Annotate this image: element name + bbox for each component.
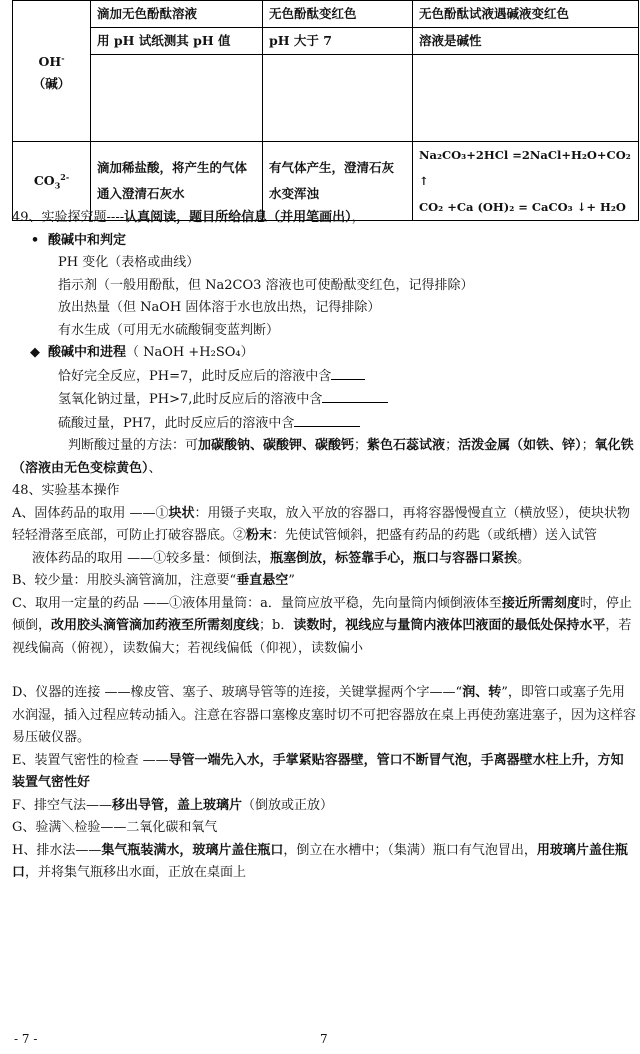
paragraph: PH 变化（表格或曲线）	[58, 255, 200, 270]
table-cell: 溶液是碱性	[413, 28, 639, 55]
paragraph: E、装置气密性的检查 ——导管一端先入水，手掌紧贴容器壁，管口不断冒气泡，手离器壁水柱上升，方知	[12, 752, 624, 768]
paragraph: 硫酸过量，PH7，此时反应后的溶液中含	[12, 412, 636, 436]
footer-page-number: 7	[320, 1032, 328, 1046]
heading-neutralization-judge: • 酸碱中和判定	[12, 230, 636, 253]
paragraph: B、较少量：用胶头滴管滴加，注意要“垂直悬空”	[12, 573, 295, 588]
paragraph: 口，并将集气瓶移出水面，正放在桌面上	[12, 865, 247, 880]
paragraph: D、仪器的连接 ——橡皮管、塞子、玻璃导管等的连接，关键掌握两个字——“润、转”，即管口或塞子先用	[12, 685, 625, 700]
diamond-bullet-icon: ◆	[30, 345, 40, 360]
table-row	[13, 28, 639, 55]
paragraph: 有水生成（可用无水硫酸铜变蓝判断）	[58, 322, 280, 338]
paragraph: 指示剂（一般用酚酞，但 Na2CO3 溶液也可使酚酞变红色，记得排除）	[58, 277, 474, 293]
paragraph: H、排水法——集气瓶装满水，玻璃片盖住瓶口，倒立在水槽中；（集满）瓶口有气泡冒出，用玻璃片盖住瓶	[12, 842, 628, 858]
oh-ion-cell: OH- （碱）	[13, 1, 91, 142]
paragraph-acid-excess: 判断酸过量的方法：可加碳酸钠、碳酸钾、碳酸钙；紫色石蕊试液；活泼金属（如铁、锌）；氧化铁（溶液由无色变棕黄色）、	[12, 438, 634, 476]
table-cell: 滴加无色酚酞溶液	[91, 1, 263, 28]
paragraph: A、固体药品的取用 ——①块状：用镊子夹取，放入平放的容器口，再将容器慢慢直立（横放竖），使块状物	[12, 505, 631, 521]
paragraph: 液体药品的取用 ——①较多量：倾倒法，瓶塞倒放，标签靠手心，瓶口与容器口紧挨。	[32, 550, 531, 566]
spacer	[12, 660, 636, 682]
answer-blank	[294, 412, 360, 427]
paragraph: G、验满＼检验——二氧化碳和氧气	[12, 820, 218, 835]
table-cell: 有气体产生，澄清石灰 水变浑浊	[263, 142, 413, 221]
paragraph: 轻轻滑落至底部，可防止打破容器底。②粉末：先使试管倾斜，把盛有药品的药匙（或纸槽）送入试管	[12, 528, 598, 543]
paragraph: 恰好完全反应，PH=7，此时反应后的溶液中含	[12, 365, 636, 389]
table-cell: 无色酚酞试液遇碱液变红色	[413, 1, 639, 28]
paragraph: F、排空气法——移出导管，盖上玻璃片（倒放或正放）	[12, 797, 334, 813]
paragraph: 水润湿，插入过程应转动插入。注意在容器口塞橡皮塞时切不可把容器放在桌上再使劲塞进塞子，因为这样容	[12, 707, 637, 723]
section-49-title: 49、实验探究题----认真阅读，题目所给信息（并用笔画出），	[12, 210, 365, 225]
document-body	[12, 207, 636, 885]
table-cell-empty	[263, 55, 413, 142]
table-row	[13, 55, 639, 142]
table-cell-empty	[413, 55, 639, 142]
paragraph: 倾倒，改用胶头滴管滴加药液至所需刻度线；b．读数时，视线应与量筒内液体凹液面的最低处保持水平，若	[12, 618, 632, 633]
table-cell: Na₂CO₃+2HCl =2NaCl+H₂O+CO₂ ↑ CO₂ +Ca (OH)₂ = CaCO₃ ↓+ H₂O	[413, 142, 639, 221]
paragraph: C、取用一定量的药品 ——①液体用量筒：a．量筒应放平稳，先向量筒内倾倒液体至接近所需刻度时，停止	[12, 595, 632, 611]
table-cell: 滴加稀盐酸，将产生的气体 通入澄清石灰水	[91, 142, 263, 221]
paragraph: 易压破仪器。	[12, 730, 91, 745]
paragraph: 视线偏高（俯视），读数偏大；若视线偏低（仰视），读数偏小	[12, 640, 364, 656]
table-cell: pH 大于 7	[263, 28, 413, 55]
table-cell: 无色酚酞变红色	[263, 1, 413, 28]
bullet-dot-icon: •	[30, 232, 40, 248]
paragraph: 装置气密性好	[12, 775, 91, 790]
table-cell: 用 pH 试纸测其 pH 值	[91, 28, 263, 55]
answer-blank	[331, 365, 365, 380]
heading-neutralization-process: ◆ 酸碱中和进程（ NaOH +H₂SO₄）	[12, 342, 636, 365]
paragraph: 氢氧化钠过量，PH>7,此时反应后的溶液中含	[12, 388, 636, 412]
table-cell-empty	[91, 55, 263, 142]
paragraph: 放出热量（但 NaOH 固体溶于水也放出热，记得排除）	[58, 300, 381, 315]
table-row	[13, 1, 639, 28]
answer-blank	[322, 388, 388, 403]
co3-ion-cell: $CO_3^{2-}$	[13, 142, 91, 221]
ion-test-table	[12, 0, 639, 221]
footer-page-label: - 7 -	[14, 1032, 38, 1046]
section-48-title: 48、实验基本操作	[12, 483, 120, 498]
